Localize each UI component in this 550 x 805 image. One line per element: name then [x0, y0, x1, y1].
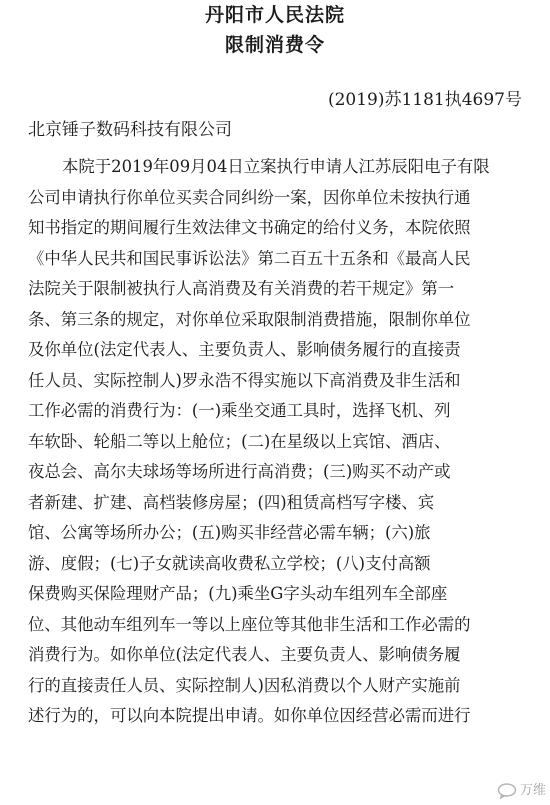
case-number: (2019)苏1181执4697号 [327, 90, 522, 110]
body-line: 述行为的，可以向本院提出申请。如你单位因经营必需而进行 [28, 706, 471, 725]
body-line: 位、其他动车组列车一等以上座位等其他非生活和工作必需的 [28, 614, 471, 634]
body-line: 馆、公寓等场所办公；(五)购买非经营必需车辆；(六)旅 [28, 523, 431, 542]
body-line: 车软卧、轮船二等以上舱位；(二)在星级以上宾馆、酒店、 [28, 431, 451, 451]
body-line: 行的直接责任人员、实际控制人)因私消费以个人财产实施前 [28, 675, 461, 695]
document-title: 限制消费令 [224, 34, 325, 56]
body-line: 游、度假；(七)子女就读高收费私立学校；(八)支付高额 [28, 553, 431, 573]
body-line: 及你单位(法定代表人、主要负责人、影响债务履行的直接责 [28, 340, 461, 359]
body-line: 条、第三条的规定，对你单位采取限制消费措施，限制你单位 [28, 309, 471, 329]
body-line: 知书指定的期间履行生效法律文书确定的给付义务，本院依照 [28, 218, 471, 237]
chat-bubble-icon [497, 783, 517, 799]
body-line: 法院关于限制被执行人高消费及有关消费的若干规定》第一 [28, 279, 455, 298]
document-body [28, 152, 528, 732]
body-line: 夜总会、高尔夫球场等场所进行高消费；(三)购买不动产或 [28, 462, 451, 481]
court-name: 丹阳市人民法院 [204, 4, 345, 26]
body-line: 任人员、实际控制人)罗永浩不得实施以下高消费及非生活和 [28, 370, 461, 390]
body-line: 者新建、扩建、高档装修房屋；(四)租赁高档写字楼、宾 [28, 492, 435, 512]
recipient: 北京锤子数码科技有限公司 [28, 120, 232, 140]
watermark [497, 783, 546, 799]
watermark-text: 万维 [519, 783, 546, 798]
body-line: 《中华人民共和国民事诉讼法》第二百五十五条和《最高人民 [28, 248, 471, 268]
body-line: 保费购买保险理财产品；(九)乘坐G字头动车组列车全部座 [28, 584, 448, 603]
body-line: 工作必需的消费行为：(一)乘坐交通工具时，选择飞机、列 [28, 401, 451, 420]
body-line: 公司申请执行你单位买卖合同纠纷一案，因你单位未按执行通 [28, 187, 471, 207]
body-line: 本院于2019年09月04日立案执行申请人江苏辰阳电子有限 [62, 157, 490, 176]
body-line: 消费行为。如你单位(法定代表人、主要负责人、影响债务履 [28, 645, 461, 664]
